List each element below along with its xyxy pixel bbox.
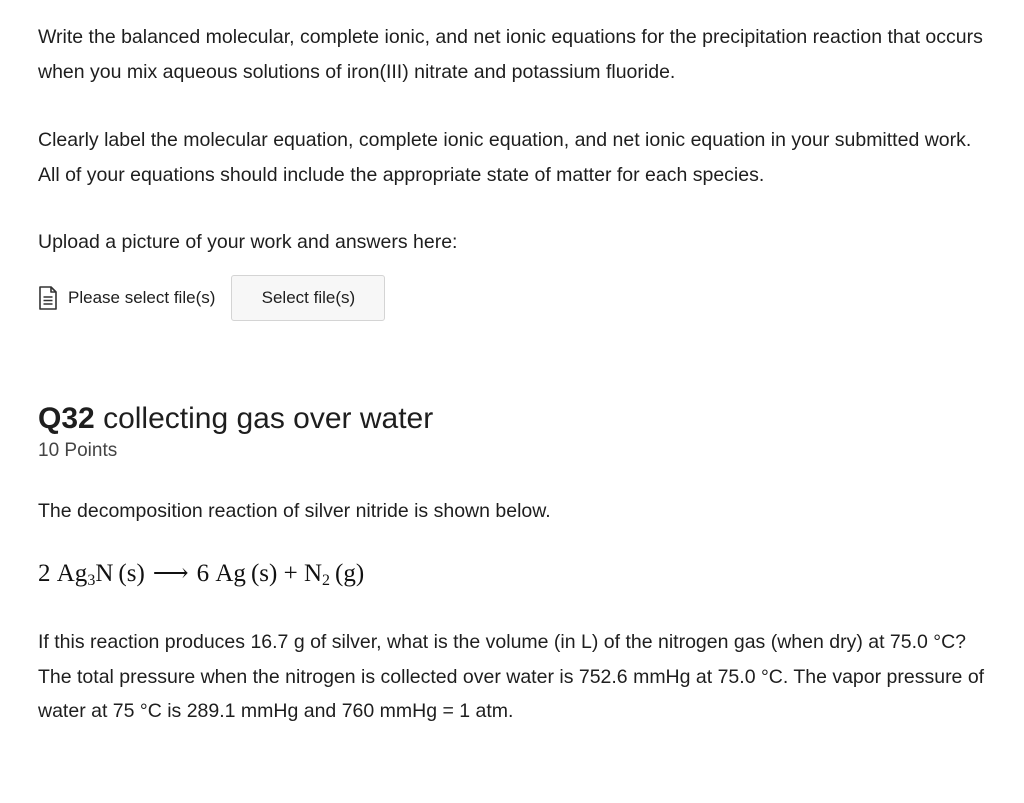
question-heading [38,401,988,437]
upload-prompt: Upload a picture of your work and answers here: [38,231,458,253]
question-title: collecting gas over water [103,401,434,435]
reaction-arrow: ⟶ [152,560,189,587]
q31-instructions-text: Clearly label the molecular equation, complete ionic equation, and net ionic equation in your submitted work. All of your equations should include the appropriate state of matter for each species. [38,129,972,186]
q31-intro-text: Write the balanced molecular, complete ionic, and net ionic equations for the precipitation reaction that occurs when you mix aqueous solutions of iron(III) nitrate and potassium fluoride. [38,26,983,83]
reactant-subscript: 3 [87,572,96,589]
product1-state: (s) [250,560,278,587]
plus-sign: + [283,560,298,587]
question-points: 10 Points [38,439,118,461]
reactant-formula-ag: Ag [56,560,88,587]
product1-formula: Ag [215,560,246,587]
reactant-formula-n: N [95,560,114,587]
q32-intro-text: The decomposition reaction of silver nitride is shown below. [38,499,551,522]
product2-state: (g) [335,560,365,587]
product2-subscript: 2 [322,572,331,589]
product2-formula: N [303,560,323,587]
reactant-state: (s) [118,560,145,587]
reaction-equation [38,558,988,590]
reactant-coefficient: 2 [38,560,51,587]
file-status-text: Please select file(s) [68,287,216,307]
product1-coefficient: 6 [196,560,210,587]
q32-question-text: If this reaction produces 16.7 g of silver, what is the volume (in L) of the nitrogen gas (when dry) at 75.0 °C? The total pressure when the nitrogen is collected over water is 752.6 mmHg at 75.0 °C. The vapor pressure of water at 75 °C is 289.1 mmHg and 760 mmHg = 1 atm. [38,631,985,722]
file-upload-row [38,275,988,321]
question-number: Q32 [38,401,95,435]
select-files-button[interactable]: Select file(s) [231,275,385,321]
document-icon [38,286,58,310]
question-content [38,20,988,729]
